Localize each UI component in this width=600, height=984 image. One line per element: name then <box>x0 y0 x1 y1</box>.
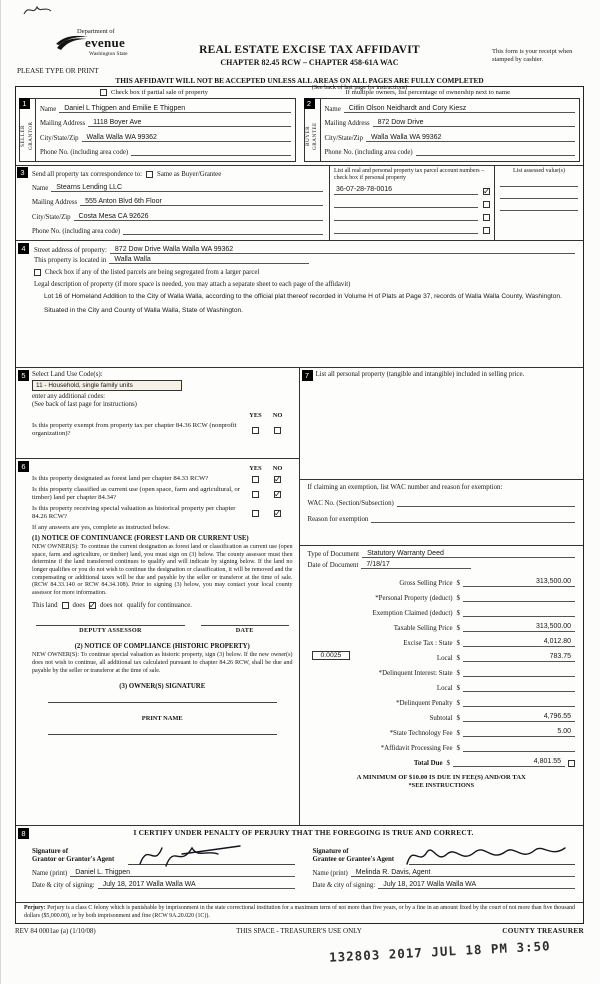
notice-compliance-text: NEW OWNER(S): To continue special valuation as historic property, sign (3) below. If the new owner(s) does not wish to continue, all additional tax calculated pursuant to chapter 84.26 RCW, shall be due and payable by the seller or transferor at the time of sale. <box>32 652 293 674</box>
partial-sale-checkbox[interactable] <box>100 89 107 96</box>
exemption-claimed-field[interactable] <box>463 608 575 617</box>
print-name-label: PRINT NAME <box>141 715 183 723</box>
does-not-label: does not <box>99 602 123 610</box>
qualify-label: qualify for continuance. <box>126 602 192 610</box>
excise-tax-state-field[interactable]: 4,012.80 <box>463 638 575 647</box>
taxable-selling-price-field[interactable]: 313,500.00 <box>463 623 575 632</box>
dor-logo <box>55 28 165 57</box>
subtotal-field[interactable]: 4,796.55 <box>463 713 575 722</box>
assessed-value-2-field[interactable] <box>500 187 578 199</box>
grantee-date-field[interactable]: July 18, 2017 Walla Walla WA <box>378 881 575 889</box>
form-header <box>15 26 584 91</box>
section7-badge: 7 <box>302 370 313 381</box>
seller-name-label: Name <box>40 106 57 114</box>
seller-mailing-field[interactable]: 1118 Boyer Ave <box>88 119 290 127</box>
reason-label: Reason for exemption <box>307 516 369 523</box>
buyer-name-field[interactable]: Citlin Olson Neidhardt and Cory Kiesz <box>344 105 575 113</box>
affidavit-processing-fee-field[interactable] <box>463 743 575 752</box>
exempt-yes-checkbox[interactable] <box>252 427 259 434</box>
grantee-date-label: Date & city of signing: <box>312 882 376 889</box>
parcel-number-field[interactable]: 36-07-28-78-0016 <box>334 186 478 195</box>
grantor-date-label: Date & city of signing: <box>32 882 95 889</box>
grantee-name-print-field[interactable]: Melinda R. Davis, Agent <box>351 869 575 877</box>
buyer-phone-label: Phone No. (including area code) <box>324 148 413 156</box>
section6 <box>16 458 299 825</box>
tax-phone-label: Phone No. (including area code) <box>32 227 121 235</box>
segregated-checkbox[interactable] <box>34 269 41 276</box>
segregated-label: Check box if any of the listed parcels are being segregated from a larger parcel <box>45 269 260 276</box>
exempt-question: Is this property exempt from property tax per chapter 84.36 RCW (nonprofit organization)? <box>32 422 237 438</box>
delinquent-interest-state-field[interactable] <box>463 668 575 677</box>
seller-side-label: SELLER GRANTOR <box>20 99 36 161</box>
county-treasurer-label: COUNTY TREASURER <box>502 927 584 936</box>
tax-csz-label: City/State/Zip <box>32 213 71 221</box>
see-back-note: (See back of last page for instructions) <box>311 84 408 91</box>
dept-of-label: Department of <box>77 28 115 35</box>
buyer-side-label: BUYER GRANTEE <box>305 99 321 161</box>
total-due-field[interactable]: 4,801.55 <box>453 758 565 767</box>
grantee-name-print-label: Name (print) <box>312 870 348 877</box>
form-subtitle: CHAPTER 82.45 RCW – CHAPTER 458-61A WAC <box>220 58 399 67</box>
see-instructions-note: *SEE INSTRUCTIONS <box>408 782 475 789</box>
parcel-4-personal-checkbox[interactable] <box>483 227 490 234</box>
exemption-claimed-label: Exemption Claimed (deduct) <box>372 610 453 617</box>
grantor-name-print-label: Name (print) <box>32 870 68 877</box>
street-address-field[interactable]: 872 Dow Drive Walla Walla WA 99362 <box>110 246 575 254</box>
no-header-2: NO <box>272 465 283 472</box>
local-tax-label: Local <box>436 655 453 662</box>
deputy-date-line[interactable] <box>201 625 289 626</box>
total-due-label: Total Due <box>413 760 443 767</box>
reason-field[interactable] <box>371 514 575 523</box>
notice-continuance-title: (1) NOTICE OF CONTINUANCE (FOREST LAND OR CURRENT USE) <box>32 535 249 543</box>
seller-name-field[interactable]: Daniel L Thigpen and Emilie E Thigpen <box>59 105 290 113</box>
deputy-assessor-signature-line[interactable] <box>36 625 185 626</box>
forest-yes-checkbox[interactable] <box>252 476 259 483</box>
section5 <box>16 368 299 458</box>
grantee-signature-field[interactable] <box>409 839 576 865</box>
section4-badge: 4 <box>18 243 29 254</box>
grantee-signature-label: Signature of <box>312 847 349 855</box>
perjury-note <box>16 902 583 923</box>
personal-property-label: List all personal property (tangible and intangible) included in selling price. <box>315 371 525 378</box>
grantor-signature-field[interactable] <box>128 839 295 865</box>
buyer-mailing-label: Mailing Address <box>324 120 370 128</box>
this-land-label: This land <box>32 602 58 610</box>
grantor-date-field[interactable]: July 18, 2017 Walla Walla WA <box>98 881 295 889</box>
land-use-title: Select Land Use Code(s): <box>32 371 103 378</box>
land-does-checkbox[interactable] <box>62 602 69 609</box>
section7-personal-property <box>300 368 584 480</box>
seller-csz-field[interactable]: Walla Walla WA 99362 <box>82 134 291 142</box>
parcel-1-personal-checkbox[interactable]: ✓ <box>482 185 491 196</box>
delinquent-penalty-label: *Delinquent Penalty <box>396 700 453 707</box>
historic-no-checkbox[interactable]: ✓ <box>273 507 282 518</box>
forest-no-checkbox[interactable]: ✓ <box>273 473 282 484</box>
deputy-date-label: DATE <box>235 627 254 635</box>
section7-exemption <box>300 480 584 546</box>
buyer-name-label: Name <box>324 106 341 114</box>
notice-compliance-title: (2) NOTICE OF COMPLIANCE (HISTORIC PROPERTY) <box>74 643 250 651</box>
seller-phone-field[interactable] <box>131 148 290 156</box>
delinquent-interest-local-field[interactable] <box>463 683 575 692</box>
revenue-swoosh-icon <box>55 35 89 51</box>
date-of-document-field[interactable]: 7/18/17 <box>361 561 471 569</box>
forest-land-question: Is this property designated as forest land per chapter 84.33 RCW? <box>32 475 209 482</box>
type-of-document-field[interactable]: Statutory Warranty Deed <box>362 550 575 558</box>
section6-badge: 6 <box>18 461 29 472</box>
assessed-value-1-field[interactable] <box>500 175 578 187</box>
taxable-selling-price-label: Taxable Selling Price <box>393 625 453 632</box>
no-header: NO <box>272 412 283 419</box>
send-correspondence-label: Send all property tax correspondence to: <box>32 171 143 179</box>
treasurer-received-stamp: 132803 2017 JUL 18 PM 3:50 <box>328 938 551 965</box>
exemption-intro: If claiming an exemption, list WAC number and reason for exemption: <box>307 484 503 491</box>
buyer-phone-field[interactable] <box>416 148 575 156</box>
perjury-label: Perjury: <box>24 905 46 911</box>
footer-row <box>15 927 584 935</box>
wac-field[interactable] <box>397 498 575 507</box>
section8: 8 I CERTIFY UNDER PENALTY OF PERJURY THAT THE FOREGOING IS TRUE AND CORRECT. Signature of Grantor or Grantor's Agent Name (print) Daniel L. Thigpen Date & city of signing: July 18, 2017 Walla Walla WA Signature of Grantee or Grantee's Agent Name (print) Melinda R. Davis, Agent Date & city of signing: July 18, 2017 Walla Walla WA <box>16 826 583 902</box>
current-use-yes-checkbox[interactable] <box>252 491 259 498</box>
legal-description-text: Lot 16 of Homeland Addition to the City of Walla Walla, according to the official plat thereof recorded in Volume H of Plats at Page 37, records of Walla Walla County, Washington. <box>44 293 562 300</box>
multiple-owners-note: If multiple owners, list percentage of ownership next to name <box>345 89 511 96</box>
yes-header: YES <box>249 412 262 419</box>
parcel-2-personal-checkbox[interactable] <box>483 201 490 208</box>
delinquent-interest-local-label: Local <box>436 685 453 692</box>
state-technology-fee-field[interactable]: 5.00 <box>463 728 575 737</box>
parcel-3-personal-checkbox[interactable] <box>483 214 490 221</box>
personal-property-deduct-label: *Personal Property (deduct) <box>375 595 453 602</box>
if-yes-note: If any answers are yes, complete as instructed below. <box>32 524 170 532</box>
owner-signature-line[interactable] <box>48 690 277 703</box>
land-does-not-checkbox[interactable]: ✓ <box>88 600 97 611</box>
revenue-wordmark: evenue <box>85 35 126 50</box>
current-use-no-checkbox[interactable]: ✓ <box>273 488 282 499</box>
treasurer-space-label: THIS SPACE - TREASURER'S USE ONLY <box>236 927 362 936</box>
date-of-document-label: Date of Document <box>307 562 359 569</box>
street-address-label: Street address of property: <box>34 247 107 254</box>
section5-badge: 5 <box>18 370 29 381</box>
parcel-2-field[interactable] <box>334 199 478 208</box>
grantee-signature-icon <box>403 840 573 870</box>
excise-tax-state-label: Excise Tax : State <box>403 640 453 647</box>
warning-line: THIS AFFIDAVIT WILL NOT BE ACCEPTED UNLESS ALL AREAS ON ALL PAGES ARE FULLY COMPLETED <box>115 76 484 85</box>
minimum-due-note: A MINIMUM OF $10.00 IS DUE IN FEE(S) AND/OR TAX <box>356 774 526 781</box>
tax-mailing-label: Mailing Address <box>32 199 78 207</box>
notice-continuance-text: NEW OWNER(S): To continue the current designation as forest land or classification as current use (open space, farm and agriculture, or timber) land, you must sign on (3) below. The county assessor must then determine if the land transferred continues to qualify and will indicate by signing below. If the land no longer qualifies or you do not wish to continue the designation or classification, it will be removed and the compensating or additional taxes will be due and payable by the seller or transferor at the time of sale. (RCW 84.33.140 or RCW 84.34.108). Prior to signing (3) below, you may contact your local county assessor for more information. <box>32 544 293 596</box>
historic-yes-checkbox[interactable] <box>252 510 259 517</box>
section2-badge: 2 <box>304 98 315 109</box>
situated-text: Situated in the City and County of Walla Walla, State of Washington. <box>44 306 244 314</box>
parcel-4-field[interactable] <box>334 225 478 234</box>
dollar-sign: $ <box>456 580 460 587</box>
washington-state-label: Washington State <box>89 51 128 57</box>
grantor-signature-label: Signature of <box>32 847 69 855</box>
buyer-csz-label: City/State/Zip <box>324 134 364 142</box>
grantor-signature-icon <box>122 840 272 870</box>
pen-mark-icon <box>21 2 55 18</box>
seller-box <box>19 98 296 162</box>
section3 <box>16 165 583 241</box>
print-name-line[interactable] <box>48 722 277 735</box>
delinquent-penalty-field[interactable] <box>463 698 575 707</box>
section1-badge: 1 <box>19 98 30 109</box>
buyer-box <box>304 98 581 162</box>
owner-signature-title: (3) OWNER(S) SIGNATURE <box>119 683 206 691</box>
certify-statement: I CERTIFY UNDER PENALTY OF PERJURY THAT THE FOREGOING IS TRUE AND CORRECT. <box>133 828 474 837</box>
gross-selling-price-field[interactable]: 313,500.00 <box>463 578 575 587</box>
total-due-checkbox[interactable] <box>568 760 575 767</box>
state-technology-fee-label: *State Technology Fee <box>389 730 453 737</box>
grantor-name-print-field[interactable]: Daniel L. Thigpen <box>70 869 294 877</box>
deputy-assessor-label: DEPUTY ASSESSOR <box>79 627 142 635</box>
rev-number: REV 84 0001ae (a) (1/10/08) <box>15 927 96 935</box>
personal-property-deduct-field[interactable] <box>463 593 575 602</box>
local-rate-box[interactable]: 0.0025 <box>312 651 351 660</box>
perjury-text: Perjury is a class C felony which is punishable by imprisonment in the state correctional institution for a maximum term of not more than five years, or by a fine in an amount fixed by the court of not more than five thousand dollars ($5,000.00), or by both imprisonment and fine (RCW 9A.20.020 (1C)). <box>24 905 575 919</box>
exempt-no-checkbox[interactable] <box>274 427 281 434</box>
wac-label: WAC No. (Section/Subsection) <box>307 500 394 507</box>
buyer-mailing-field[interactable]: 872 Dow Drive <box>373 119 575 127</box>
tax-name-label: Name <box>32 185 49 193</box>
assessed-value-3-field[interactable] <box>500 199 578 211</box>
located-in-field[interactable]: Walla Walla <box>109 256 309 264</box>
legal-description-label: Legal description of property (if more space is needed, you may attach a separate sheet to each page of the affidavit) <box>34 281 351 288</box>
tax-csz-field[interactable]: Costa Mesa CA 92626 <box>74 213 323 221</box>
affidavit-processing-fee-label: *Affidavit Processing Fee <box>380 745 453 752</box>
same-as-buyer-checkbox[interactable] <box>146 171 153 178</box>
land-use-code-field[interactable]: 11 - Household, single family units <box>32 380 182 391</box>
section8-badge: 8 <box>18 828 29 839</box>
partial-sale-label: Check box if partial sale of property <box>111 89 208 96</box>
seller-mailing-label: Mailing Address <box>40 120 86 128</box>
yes-header-2: YES <box>249 465 262 472</box>
receipt-note: This form is your receipt when stamped by cashier. <box>492 48 573 64</box>
parcel-3-field[interactable] <box>334 212 478 221</box>
type-of-document-label: Type of Document <box>307 551 360 558</box>
please-type-label: PLEASE TYPE OR PRINT <box>17 66 99 75</box>
current-use-question: Is this property classified as current use (open space, farm and agricultural, or timber) land per chapter 84.34? <box>32 486 240 502</box>
located-in-label: This property is located in <box>34 257 107 264</box>
delinquent-interest-state-label: *Delinquent Interest: State <box>378 670 453 677</box>
seller-phone-label: Phone No. (including area code) <box>40 148 129 156</box>
tax-mailing-field[interactable]: 555 Anton Blvd 6th Floor <box>80 198 323 206</box>
section3-badge: 3 <box>17 167 28 178</box>
buyer-csz-field[interactable]: Walla Walla WA 99362 <box>366 134 575 142</box>
additional-codes-label: enter any additional codes: <box>32 393 106 400</box>
section7-document: Type of Document Statutory Warranty Deed Date of Document 7/18/17 Gross Selling Price $ 313,500.00 *Personal Property (deduct) $ Exemption Claimed (deduct) $ Taxable Selling Price $ 313,500.00 Excise Tax : State $ 4,012.80 0.0025 Local $ 783.75 *Delinquent Interest: State $ Local $ *Delinquent Penalty $ Subtotal $ 4,796.55 *State Technology Fee $ 5.00 *Affidavit Processing Fee $ Total Due $ 4,801.55 A MINIMUM OF $10.00 IS DUE IN FEE(S) AND/OR TAX *SEE INSTRUCTIONS <box>300 546 584 825</box>
does-label: does <box>72 602 85 610</box>
seller-csz-label: City/State/Zip <box>40 134 79 142</box>
parcel-header: List all real and personal property tax parcel account numbers – check box if personal property <box>333 168 485 181</box>
assessed-values-header: List assessed value(s) <box>513 168 565 174</box>
historic-question: Is this property receiving special valuation as historical property per chapter 84.26 RCW? <box>32 505 236 521</box>
section4 <box>16 241 583 368</box>
tax-name-field[interactable]: Stearns Lending LLC <box>51 184 323 192</box>
tax-phone-field[interactable] <box>123 227 323 235</box>
local-tax-field[interactable]: 783.75 <box>463 653 575 662</box>
form-title: REAL ESTATE EXCISE TAX AFFIDAVIT <box>199 44 420 56</box>
subtotal-label: Subtotal <box>429 715 453 722</box>
form-body <box>15 86 584 924</box>
see-back-instructions: (See back of last page for instructions) <box>32 401 137 408</box>
gross-selling-price-label: Gross Selling Price <box>399 580 453 587</box>
same-as-buyer-label: Same as Buyer/Grantee <box>157 171 222 179</box>
